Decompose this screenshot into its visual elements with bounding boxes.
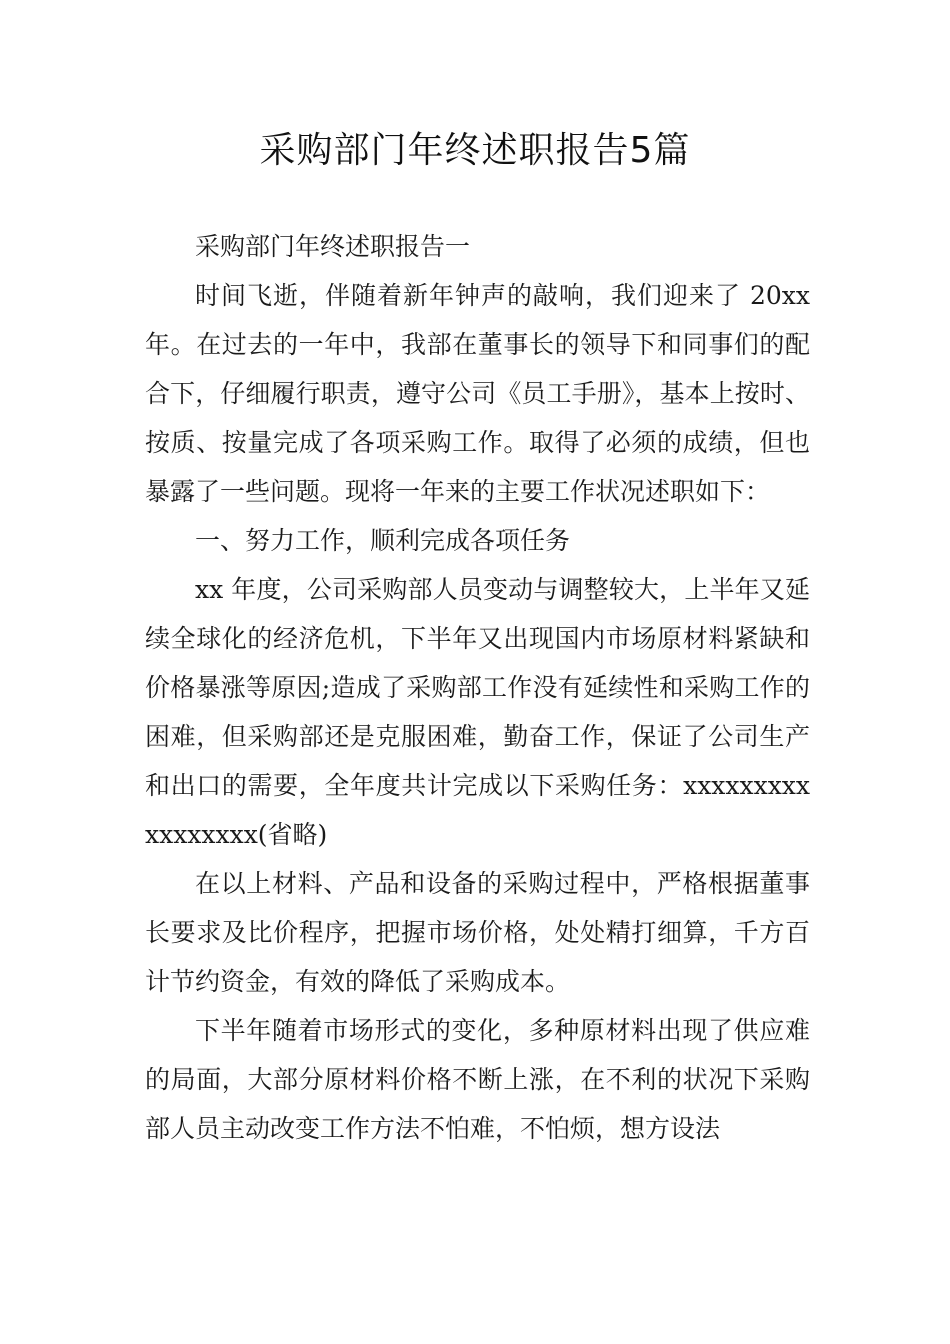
section-heading-1: 一、努力工作，顺利完成各项任务: [195, 526, 571, 555]
document-title: 采购部门年终述职报告5篇: [259, 130, 691, 171]
body-paragraph: 在以上材料、产品和设备的采购过程中，严格根据董事长要求及比价程序，把握市场价格，处处精打细算，千方百计节约资金，有效的降低了采购成本。: [145, 869, 810, 996]
section-heading-report-one: 采购部门年终述职报告一: [195, 232, 471, 261]
body-paragraph: xx 年度，公司采购部人员变动与调整较大，上半年又延续全球化的经济危机，下半年又出现国内市场原材料紧缺和价格暴涨等原因;造成了采购部工作没有延续性和采购工作的困难，但采购部还是克服困难，勤奋工作，保证了公司生产和出口的需要，全年度共计完成以下采购任务：xxxxxxxxxxxxxxxxx(省略): [145, 575, 810, 849]
document-body: [145, 222, 810, 1153]
intro-paragraph: 时间飞逝，伴随着新年钟声的敲响，我们迎来了 20xx 年。在过去的一年中，我部在董事长的领导下和同事们的配合下，仔细履行职责，遵守公司《员工手册》，基本上按时、按质、按量完成了各项采购工作。取得了必须的成绩，但也暴露了一些问题。现将一年来的主要工作状况述职如下：: [145, 281, 810, 506]
body-paragraph: 下半年随着市场形式的变化，多种原材料出现了供应难的局面，大部分原材料价格不断上涨，在不利的状况下采购部人员主动改变工作方法不怕难，不怕烦，想方设法: [145, 1016, 810, 1143]
